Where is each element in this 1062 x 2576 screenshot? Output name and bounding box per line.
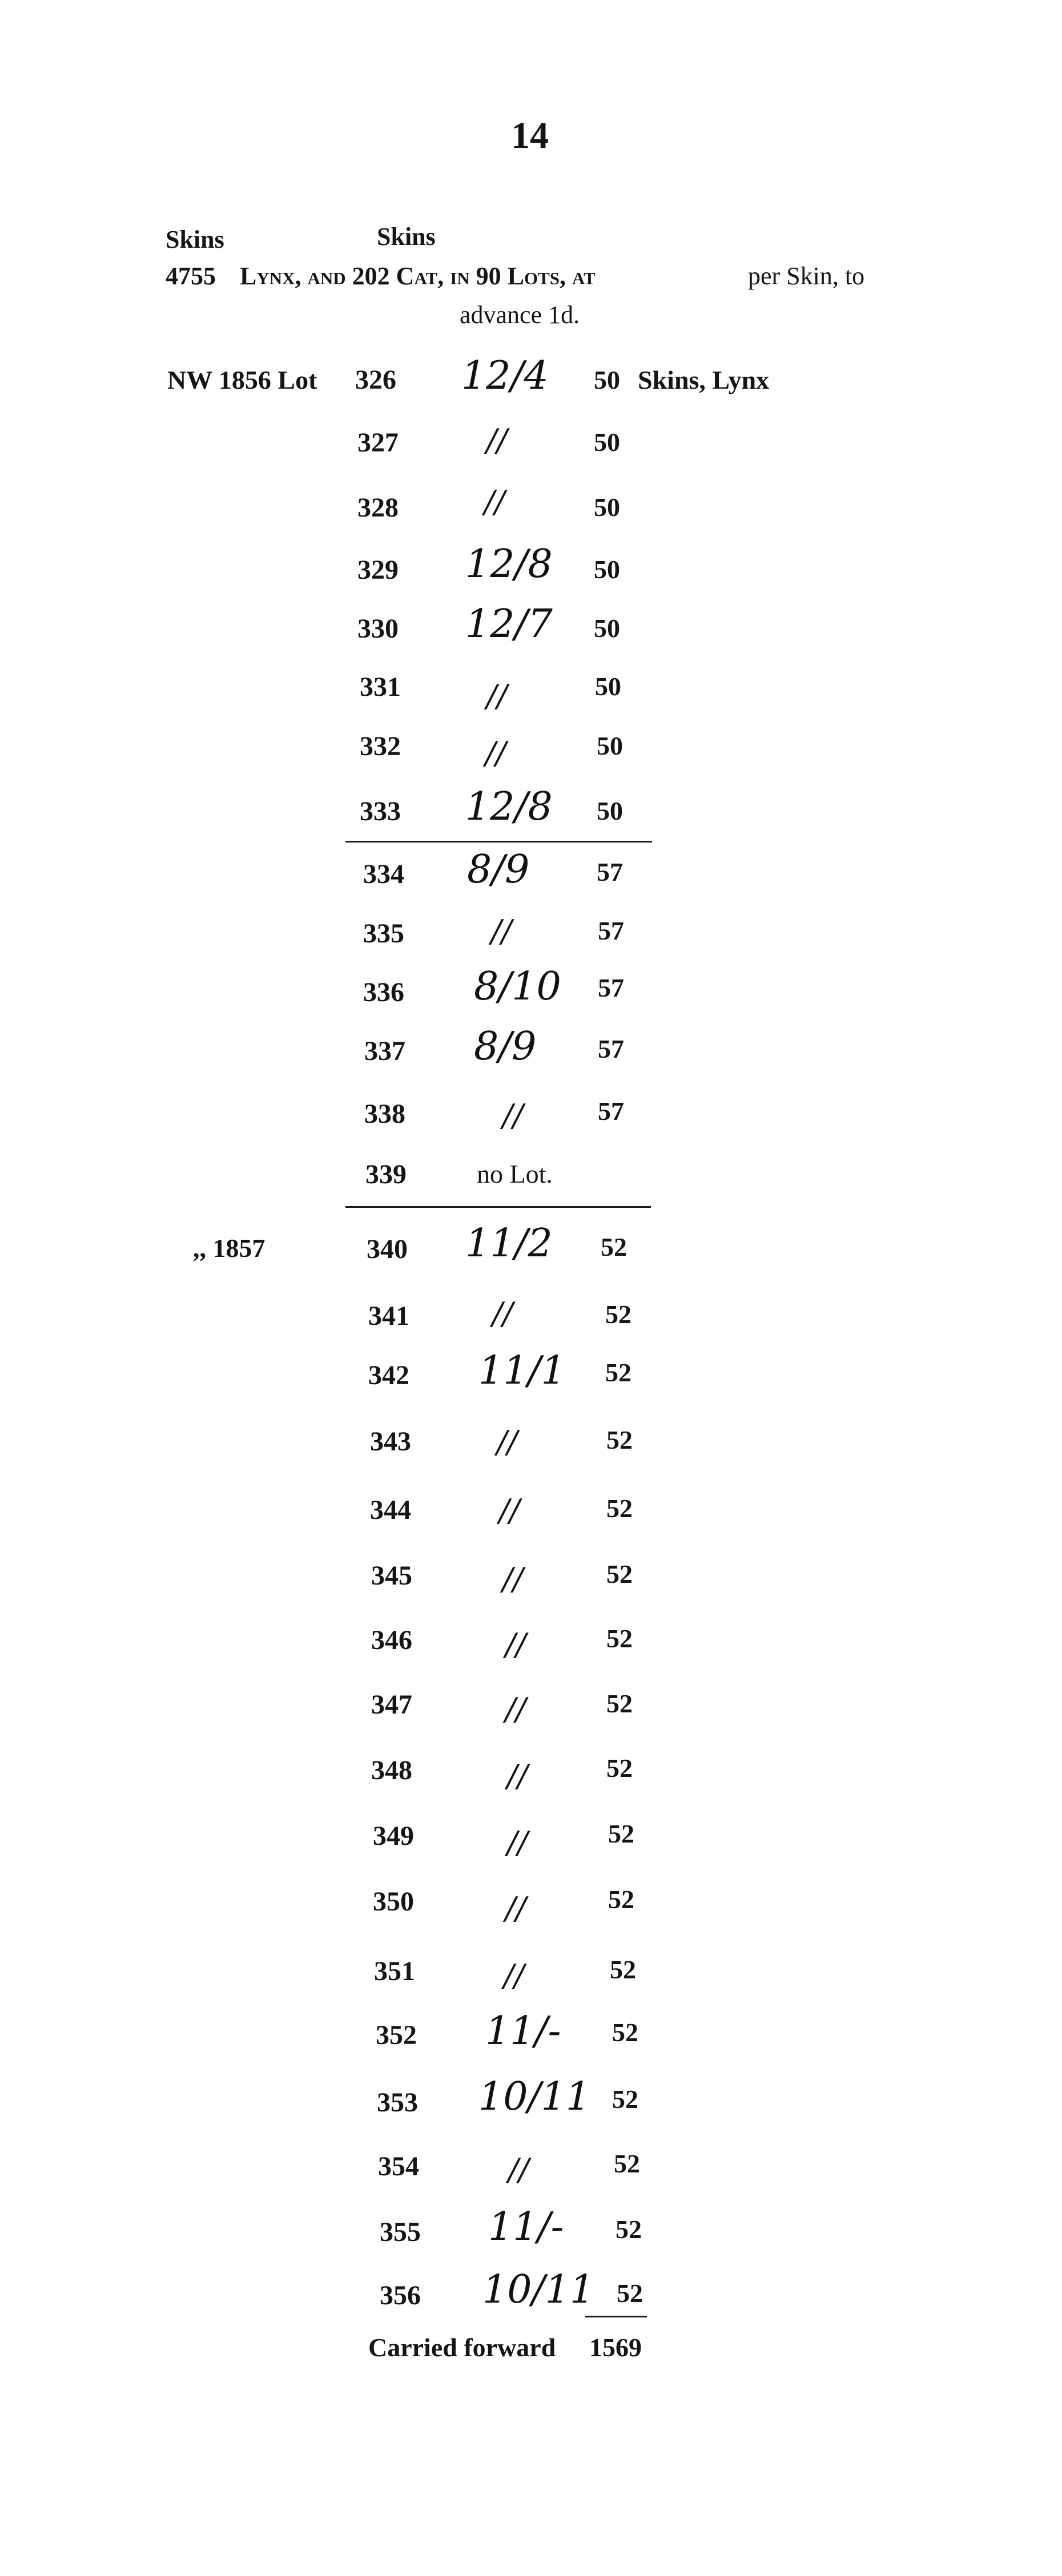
total-rule (585, 2316, 647, 2317)
price-handwritten: 10/11 (482, 2267, 594, 2312)
price-handwritten: // (491, 913, 512, 949)
skin-count: 52 (608, 1819, 634, 1848)
price-handwritten: // (507, 1758, 528, 1794)
group-divider (345, 841, 652, 842)
price-handwritten: 12/8 (465, 542, 553, 587)
price-handwritten: 10/11 (478, 2074, 590, 2119)
price-handwritten: 11/1 (478, 1348, 566, 1393)
lot-number: 327 (357, 428, 399, 458)
lot-number: 345 (371, 1561, 412, 1591)
skin-count: 52 (612, 2018, 638, 2047)
price-handwritten: // (486, 678, 508, 714)
skin-count: 52 (617, 2279, 643, 2308)
price-handwritten: // (499, 1493, 520, 1529)
price-handwritten: 12/4 (461, 353, 549, 398)
carried-forward-total: 1569 (589, 2333, 642, 2362)
lot-number: 337 (364, 1036, 405, 1066)
lot-number: 351 (374, 1956, 415, 1986)
price-handwritten: // (484, 484, 505, 520)
lot-number: 339 (365, 1159, 407, 1190)
lot-number: 349 (373, 1821, 414, 1851)
skin-count: 50 (595, 672, 621, 701)
lot-number: 336 (363, 977, 404, 1007)
lot-number: 328 (357, 493, 399, 523)
skin-count: 52 (606, 1559, 633, 1589)
price-handwritten: // (485, 735, 506, 771)
lot-number: 331 (360, 672, 401, 702)
skin-count: 52 (616, 2215, 642, 2244)
price-handwritten: 11/- (488, 2204, 564, 2250)
page-number: 14 (511, 115, 549, 156)
lot-number: 348 (371, 1755, 412, 1785)
skin-count: 52 (606, 1494, 633, 1523)
skin-count: 52 (608, 1885, 634, 1914)
skin-count: 57 (597, 857, 623, 886)
skin-count: 57 (598, 916, 624, 945)
skin-count: 52 (605, 1358, 631, 1387)
lot-number: 350 (373, 1886, 414, 1917)
lot-number: 326 (355, 365, 396, 395)
lot-number: 347 (371, 1690, 412, 1720)
price-handwritten: 12/8 (465, 784, 553, 829)
skin-count: 50 (594, 428, 620, 457)
lot-description: Lynx, and 202 Cat, in 90 Lots, at (240, 262, 596, 290)
lot-number: 346 (371, 1625, 412, 1655)
advance-label: advance 1d. (460, 301, 580, 329)
price-handwritten: 11/2 (465, 1221, 553, 1266)
price-handwritten: // (492, 1296, 513, 1332)
skin-count: 52 (606, 1689, 633, 1718)
skin-count: 50 (594, 493, 620, 522)
skin-count: 52 (601, 1232, 627, 1261)
lot-number: 332 (360, 731, 401, 761)
skin-count: 50 (597, 731, 623, 760)
price-handwritten: // (502, 1098, 524, 1134)
lot-number: 344 (370, 1495, 411, 1525)
group-suffix-lynx: Skins, Lynx (638, 365, 770, 394)
price-handwritten: 8/10 (474, 964, 561, 1009)
lot-number: 340 (367, 1234, 408, 1264)
lot-number: 352 (376, 2020, 417, 2050)
price-handwritten: 8/9 (467, 847, 530, 892)
lot-number: 338 (364, 1099, 405, 1129)
skin-count: 52 (614, 2149, 640, 2178)
lot-number: 333 (360, 796, 401, 827)
price-handwritten: // (505, 1691, 526, 1727)
lot-number: 341 (368, 1301, 409, 1331)
lot-number: 334 (363, 859, 404, 889)
price-handwritten: // (507, 1825, 528, 1861)
lot-number: 343 (370, 1426, 411, 1457)
lot-number: 335 (363, 918, 404, 949)
skin-count: 50 (594, 365, 620, 394)
price-handwritten: 8/9 (474, 1024, 537, 1069)
skins-column-label-left: Skins (166, 225, 224, 253)
lot-number: 330 (357, 614, 399, 644)
lot-number: 355 (380, 2217, 421, 2247)
lot-number: 329 (357, 555, 399, 585)
price-handwritten: // (486, 422, 508, 458)
price-handwritten: // (502, 1561, 524, 1597)
skin-count: 57 (598, 973, 624, 1002)
skin-count: 52 (606, 1624, 633, 1653)
skin-count: 52 (612, 2085, 638, 2114)
lot-number: 356 (380, 2280, 421, 2311)
skin-count: 52 (610, 1955, 636, 1984)
price-handwritten: // (505, 1890, 526, 1926)
total-skins-quantity: 4755 (166, 262, 216, 290)
price-handwritten: 11/- (485, 2009, 561, 2054)
lot-number: 342 (368, 1360, 409, 1390)
skin-count: 52 (606, 1425, 633, 1454)
price-handwritten: // (497, 1424, 518, 1460)
skin-count: 52 (605, 1300, 631, 1329)
no-lot-note: no Lot. (477, 1159, 553, 1188)
skin-count: 57 (598, 1096, 624, 1126)
per-skin-label: per Skin, to (748, 262, 865, 290)
lot-number: 353 (377, 2087, 418, 2118)
skins-column-label-right: Skins (377, 223, 436, 251)
skin-count: 52 (606, 1753, 633, 1783)
group-prefix-nw-1856: NW 1856 Lot (167, 365, 317, 394)
skin-count: 50 (594, 614, 620, 643)
skin-count: 57 (598, 1034, 624, 1063)
carried-forward-label: Carried forward (368, 2333, 556, 2362)
skin-count: 50 (597, 796, 623, 825)
skin-count: 50 (594, 555, 620, 584)
group-divider (345, 1206, 651, 1208)
group-prefix-1857: ,, 1857 (193, 1233, 266, 1263)
price-handwritten: // (505, 1627, 526, 1663)
price-handwritten: // (508, 2152, 529, 2188)
lot-number: 354 (378, 2151, 419, 2182)
price-handwritten: // (504, 1958, 525, 1994)
price-handwritten: 12/7 (465, 602, 553, 647)
